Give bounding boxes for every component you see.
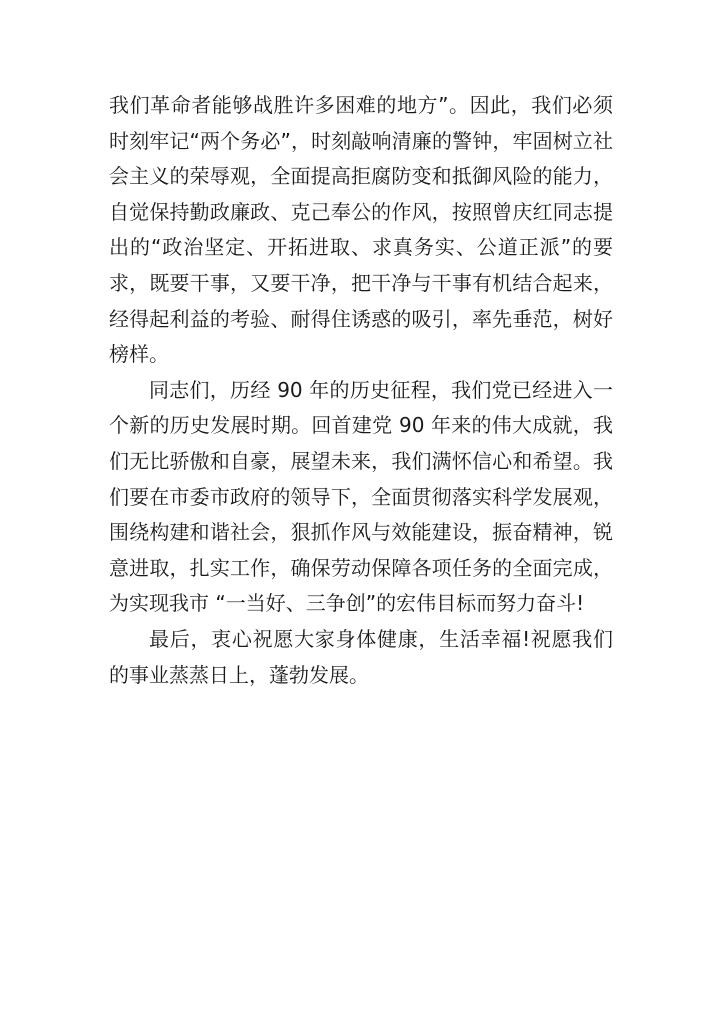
paragraph-3: 最后，衷心祝愿大家身体健康，生活幸福!祝愿我们的事业蒸蒸日上，蓬勃发展。	[109, 626, 613, 687]
document-body	[109, 88, 613, 693]
paragraph-2: 同志们，历经 90 年的历史征程，我们党已经进入一个新的历史发展时期。回首建党 90 年来的伟大成就，我们无比骄傲和自豪，展望未来，我们满怀信心和希望。我们要在市委市政府的领导下，全面贯彻落实科学发展观，围绕构建和谐社会，狠抓作风与效能建设，振奋精神，锐意进取，扎实工作，确保劳动保障各项任务的全面完成，为实现我市 “一当好、三争创”的宏伟目标而努力奋斗!	[109, 377, 613, 616]
paragraph-1: 我们革命者能够战胜许多困难的地方”。因此，我们必须时刻牢记“两个务必”，时刻敲响清廉的警钟，牢固树立社会主义的荣辱观，全面提高拒腐防变和抵御风险的能力，自觉保持勤政廉政、克己奉公的作风，按照曾庆红同志提出的“政治坚定、开拓进取、求真务实、公道正派”的要求，既要干事，又要干净，把干净与干事有机结合起来，经得起利益的考验、耐得住诱惑的吸引，率先垂范，树好榜样。	[109, 93, 613, 367]
